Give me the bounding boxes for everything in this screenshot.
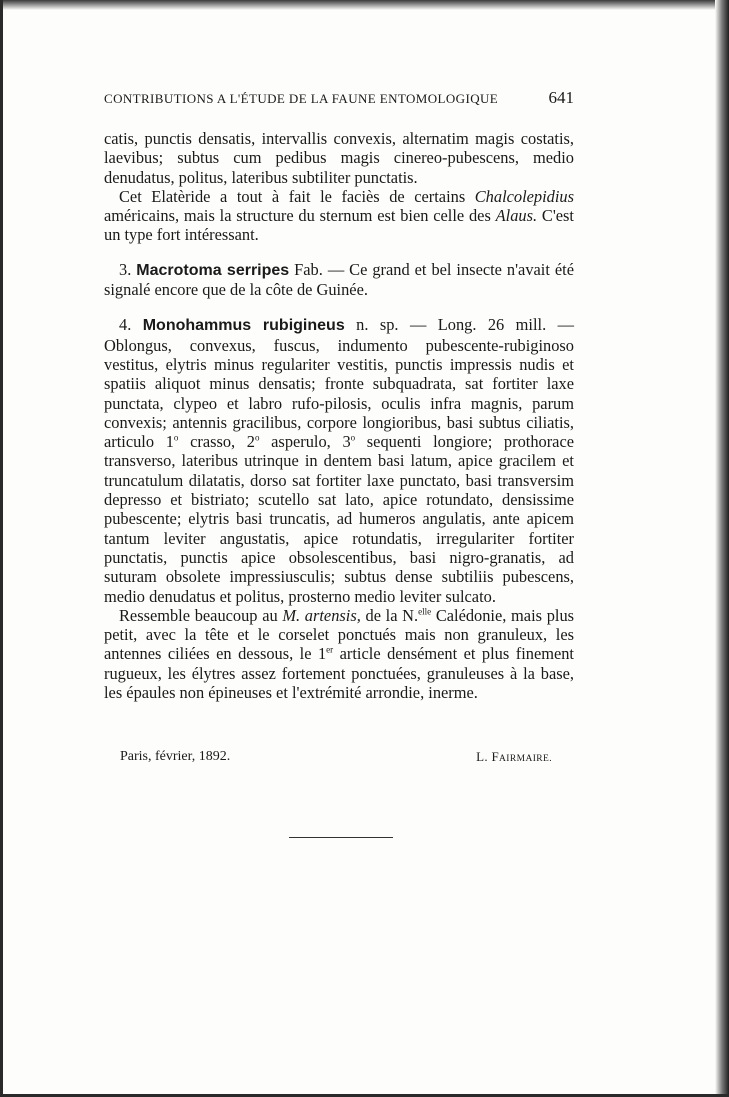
paragraph-continued: catis, punctis densatis, intervallis convexis, alternatim magis costatis, laevibus; subtus cum pedibus magis cinereo-pubescens, medio denudatus, politus, lateribus subtiliter punctatis. [104, 129, 574, 187]
text-run: Ressemble beaucoup au [119, 605, 283, 625]
species-reference: M. artensis, [282, 605, 361, 625]
species-name: Macrotoma serripes [136, 261, 290, 279]
entry-text: asperulo, 3 [259, 432, 351, 452]
running-title: CONTRIBUTIONS A L'ÉTUDE DE LA FAUNE ENTOMOLOGIQUE [104, 91, 499, 106]
genus-name: Chalcolepidius [474, 186, 574, 206]
species-entry-3 [104, 260, 574, 300]
paragraph-comparison [104, 606, 574, 702]
superscript: o [350, 432, 356, 443]
text-run: C'est un type fort intéressant. [104, 206, 574, 245]
genus-name: Alaus. [495, 206, 538, 226]
author-initial: L. F [476, 749, 500, 764]
running-header [104, 88, 574, 108]
entry-number: 3. [119, 259, 132, 279]
page-number: 641 [548, 88, 574, 107]
superscript: er [326, 644, 334, 655]
entry-text: Fab. — Ce grand et bel insecte n'avait été signalé encore que de la côte de Guinée. [104, 259, 574, 300]
signoff [120, 749, 552, 765]
scan-edge-left [0, 0, 3, 1097]
superscript: o [255, 432, 260, 443]
scan-edge-right [715, 0, 729, 1097]
article-body [104, 129, 574, 702]
entry-text: n. sp. — Long. 26 mill. — Oblongus, convexus, fuscus, indumento pubescente-rubiginoso vestitus, elytris minus regulariter vestitis, punctis impressis nudis et spatiis aliquot minus densatis; fronte subquadrata, sat fortiter laxe punctata, clypeo et labro rufo-pilosis, oculis infra magnis, parum convexis; antennis gracilibus, corpore longioribus, basi subtus ciliatis, articulo 1 [104, 315, 574, 452]
entry-number: 4. [119, 315, 132, 335]
end-rule [289, 837, 393, 838]
superscript: elle [418, 606, 432, 617]
text-run: de la N. [360, 605, 419, 625]
author-surname: AIRMAIRE. [499, 754, 552, 764]
text-run: Calédonie, mais plus petit, avec la tête et le corselet ponctués mais non granuleux, les antennes ciliées en dessous, le 1 [104, 605, 575, 664]
text-run: Cet Elatèride a tout à fait le faciès de certains [119, 186, 475, 206]
text-run: article densément et plus finement rugueux, les élytres assez fortement ponctuées, granuleuses à la base, les épaules non épineuses et l'extrémité arrondie, inerme. [104, 644, 574, 703]
species-name: Monohammus rubigineus [142, 317, 345, 335]
text-run: américains, mais la structure du sternum est bien celle des [104, 206, 496, 226]
paragraph-elateride [104, 187, 574, 245]
entry-text: sequenti longiore; prothorace transverso, lateribus utrinque in dentem basi latum, apice gracilem et truncatulum dilatatis, dorso sat fortiter laxe punctato, basi transversim depresso et bistriato; scutello sat lato, apice rotundato, densissime pubescente; elytris basi truncatis, ad humeros angulatis, ante apicem tantum leviter angustatis, apice rotundatis, irregulariter fortiter punctatis, punctis apice obsolescentibus, basi nigro-granatis, ad suturam obsolete impressiusculis; subtus dense subtiliis pubescens, medio denudatus et politus, prosterno medio leviter sulcato. [104, 432, 574, 606]
species-entry-4 [104, 315, 574, 605]
author-signature [476, 749, 552, 765]
entry-text: crasso, 2 [178, 432, 255, 452]
place-date: Paris, février, 1892. [120, 749, 231, 764]
superscript: o [173, 432, 179, 443]
scan-edge-top [0, 0, 729, 10]
